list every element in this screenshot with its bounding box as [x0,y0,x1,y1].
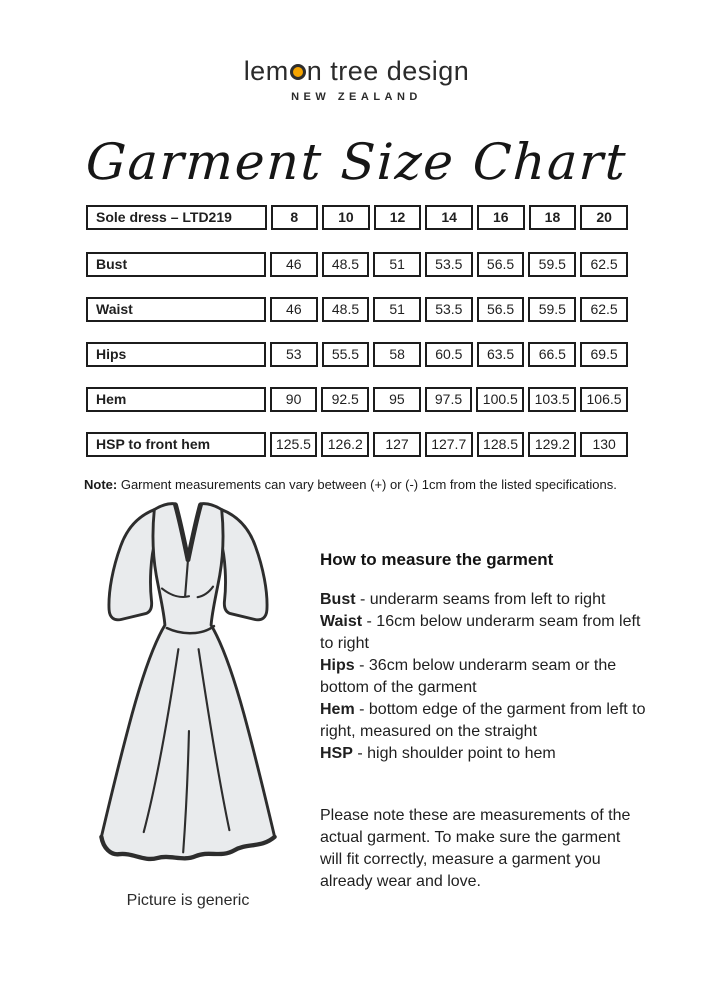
term: Bust [320,591,356,608]
size-header-cell: 18 [529,205,577,230]
illustration-column [58,500,318,910]
size-header-cell: 16 [477,205,525,230]
brand-header [0,0,713,103]
measurement-cell: 62.5 [580,252,628,277]
measurement-cell: 56.5 [477,297,525,322]
measurement-cell: 53.5 [425,297,473,322]
table-row-hsp [82,432,632,457]
row-label: HSP to front hem [86,432,266,457]
measurement-cell: 62.5 [580,297,628,322]
measurement-cell: 48.5 [322,297,370,322]
measurement-cell: 59.5 [528,297,576,322]
term: Waist [320,613,363,630]
note-prefix: Note: [84,477,118,492]
size-table [82,205,632,457]
how-to-list [320,589,646,765]
how-to-measure-section [320,500,646,910]
table-row-hips [82,342,632,367]
measurement-cell: 53.5 [425,252,473,277]
measurement-cell: 63.5 [477,342,525,367]
brand-subtitle: NEW ZEALAND [291,91,422,103]
logo-text-left: lem [243,56,289,86]
definition: - 16cm below underarm seam from left to right [320,613,641,652]
measurement-cell: 51 [373,297,421,322]
measurement-cell: 90 [270,387,318,412]
row-label: Hips [86,342,266,367]
size-header-cell: 8 [271,205,319,230]
measurement-cell: 48.5 [322,252,370,277]
table-row-hem [82,387,632,412]
size-header-cell: 14 [425,205,473,230]
lemon-circle-icon [290,64,306,80]
how-to-heading: How to measure the garment [320,550,554,569]
term: Hem [320,701,355,718]
measurement-cell: 46 [270,252,318,277]
lower-section [0,500,713,910]
size-header-cell: 20 [580,205,628,230]
measurement-cell: 51 [373,252,421,277]
note-text: Garment measurements can vary between (+) or (-) 1cm from the listed specifications. [117,477,617,492]
measurement-cell: 127 [373,432,421,457]
size-header-cell: 10 [322,205,370,230]
definition: - 36cm below underarm seam or the bottom of the garment [320,657,617,696]
measurement-cell: 103.5 [528,387,576,412]
brand-logo [0,56,713,86]
fit-advice-paragraph: Please note these are measurements of the actual garment. To make sure the garment will fit correctly, measure a garment you already wear and love. [320,807,631,890]
measurement-cell: 127.7 [425,432,473,457]
measurement-cell: 92.5 [321,387,369,412]
measurement-cell: 100.5 [476,387,524,412]
definition: - high shoulder point to hem [352,745,556,762]
measurement-cell: 129.2 [528,432,576,457]
logo-text-right: n tree design [306,56,470,86]
measurement-cell: 59.5 [528,252,576,277]
measurement-cell: 66.5 [528,342,576,367]
measurement-cell: 46 [270,297,318,322]
size-header-cell: 12 [374,205,422,230]
term: Hips [320,657,355,674]
tolerance-note [84,477,713,492]
row-label: Bust [86,252,266,277]
illustration-caption: Picture is generic [126,892,250,909]
measurement-cell: 126.2 [321,432,369,457]
how-to-item-hips [320,655,646,699]
table-row-waist [82,297,632,322]
size-table-header-row [82,205,632,230]
page-title: Garment Size Chart [84,133,629,191]
product-code-cell: Sole dress – LTD219 [86,205,267,230]
measurement-cell: 97.5 [425,387,473,412]
measurement-cell: 60.5 [425,342,473,367]
measurement-cell: 53 [270,342,318,367]
definition: - bottom edge of the garment from left to right, measured on the straight [320,701,646,740]
table-row-bust [82,252,632,277]
row-label: Hem [86,387,266,412]
how-to-item-hsp [320,743,646,765]
definition: - underarm seams from left to right [355,591,606,608]
measurement-cell: 58 [373,342,421,367]
how-to-item-waist [320,611,646,655]
how-to-item-hem [320,699,646,743]
measurement-cell: 130 [580,432,628,457]
measurement-cell: 55.5 [322,342,370,367]
how-to-item-bust [320,589,646,611]
row-label: Waist [86,297,266,322]
measurement-cell: 95 [373,387,421,412]
measurement-cell: 106.5 [580,387,628,412]
dress-illustration [63,500,313,885]
measurement-cell: 128.5 [477,432,525,457]
measurement-cell: 69.5 [580,342,628,367]
measurement-cell: 56.5 [477,252,525,277]
term: HSP [320,745,353,762]
measurement-cell: 125.5 [270,432,318,457]
